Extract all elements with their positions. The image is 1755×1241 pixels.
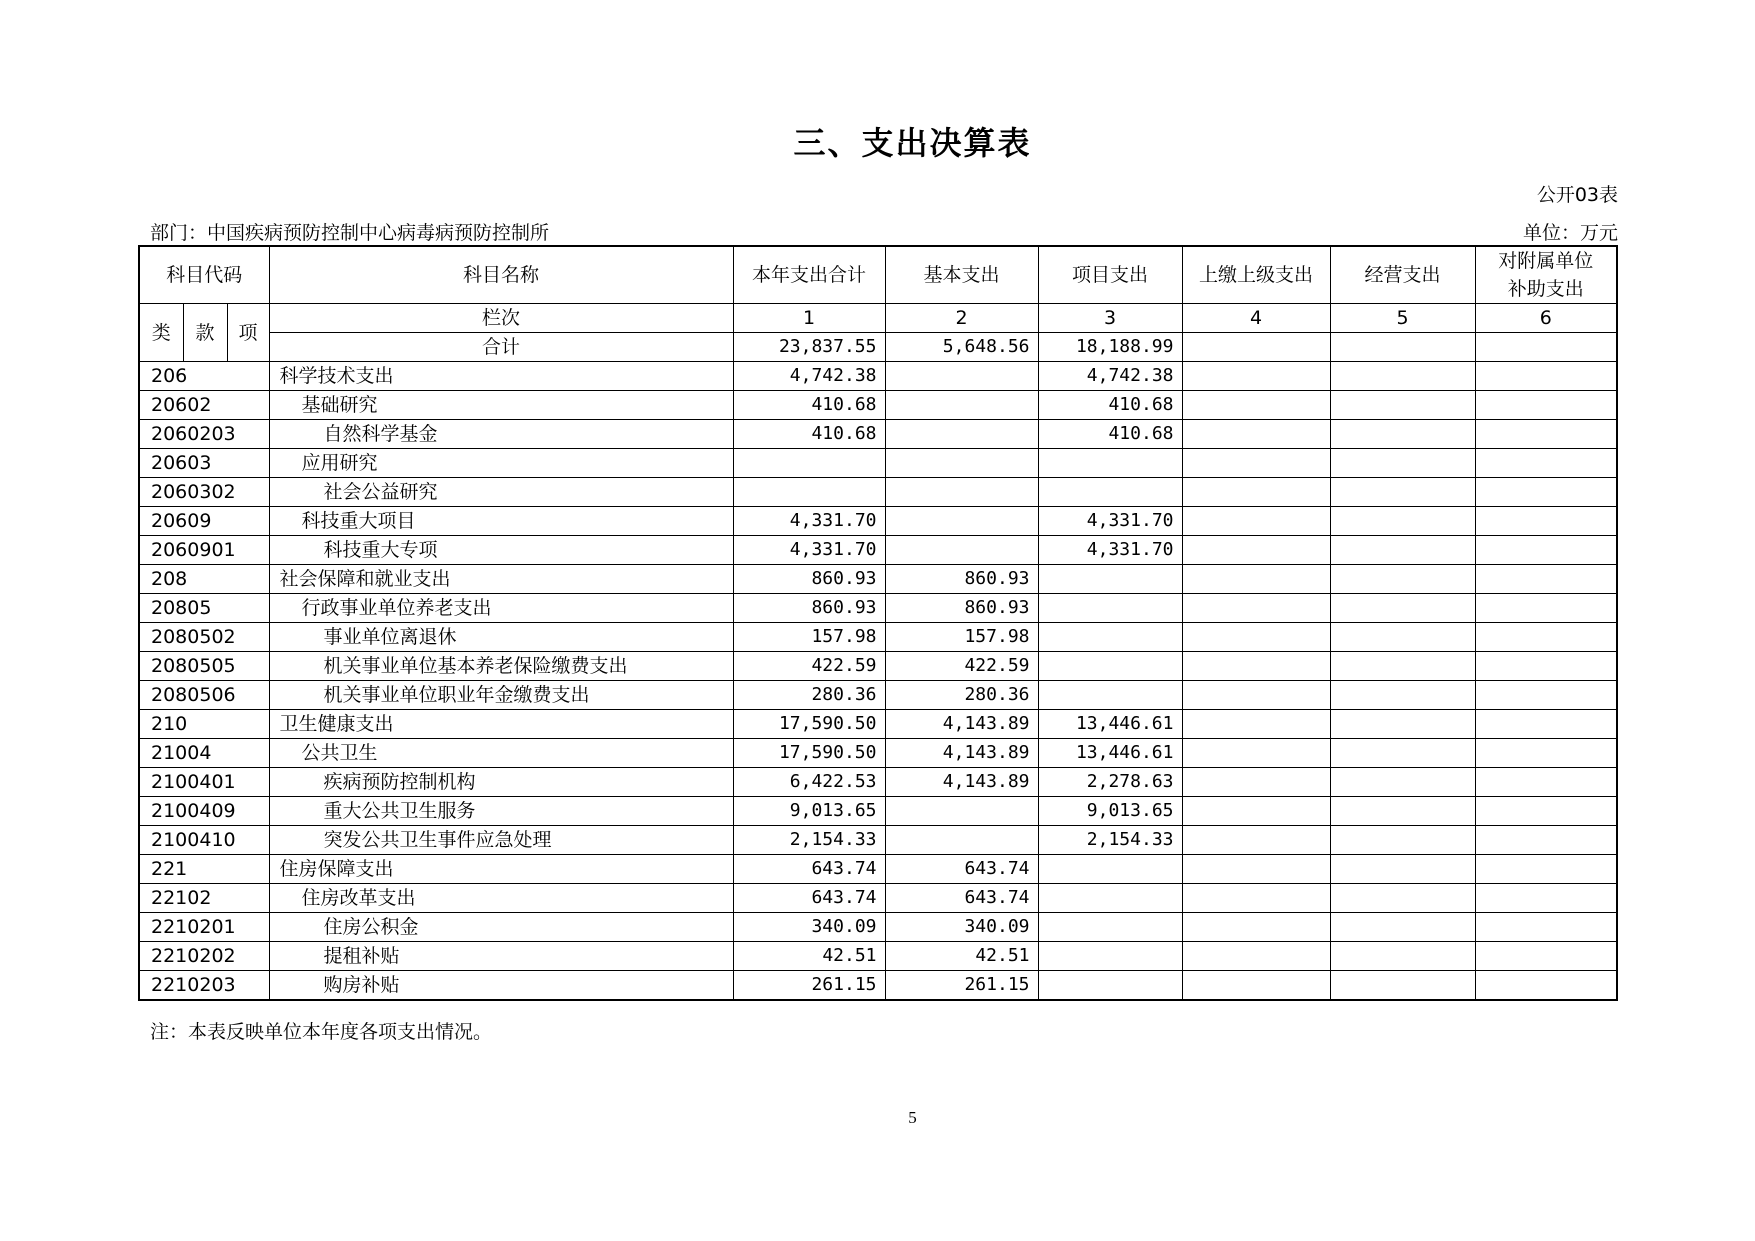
page-title: 三、支出决算表 xyxy=(793,124,1032,162)
row-project xyxy=(1038,594,1182,623)
row-code: 2060901 xyxy=(139,536,269,565)
row-subsidy xyxy=(1475,449,1617,478)
row-basic xyxy=(885,449,1038,478)
col-number-1: 1 xyxy=(733,304,885,333)
header-subsidy-line1: 对附属单位 xyxy=(1498,250,1594,272)
table-row xyxy=(139,478,1617,507)
row-basic xyxy=(885,478,1038,507)
row-subsidy xyxy=(1475,681,1617,710)
row-upper xyxy=(1182,536,1330,565)
row-basic: 860.93 xyxy=(885,565,1038,594)
row-project xyxy=(1038,855,1182,884)
row-name: 应用研究 xyxy=(269,449,733,478)
row-subsidy xyxy=(1475,536,1617,565)
row-project: 2,154.33 xyxy=(1038,826,1182,855)
row-name: 事业单位离退休 xyxy=(269,623,733,652)
col-number-2: 2 xyxy=(885,304,1038,333)
table-row xyxy=(139,391,1617,420)
row-total xyxy=(733,449,885,478)
header-subsidy-line2: 补助支出 xyxy=(1507,278,1584,300)
row-code: 2060203 xyxy=(139,420,269,449)
row-code: 20609 xyxy=(139,507,269,536)
row-project: 4,331.70 xyxy=(1038,507,1182,536)
table-row xyxy=(139,768,1617,797)
row-upper xyxy=(1182,710,1330,739)
row-total: 2,154.33 xyxy=(733,826,885,855)
row-code: 2100409 xyxy=(139,797,269,826)
row-code: 206 xyxy=(139,362,269,391)
row-total: 422.59 xyxy=(733,652,885,681)
row-subsidy xyxy=(1475,884,1617,913)
header-total: 本年支出合计 xyxy=(733,246,885,304)
row-total xyxy=(733,478,885,507)
row-subsidy xyxy=(1475,652,1617,681)
row-code: 22102 xyxy=(139,884,269,913)
department-label: 部门：中国疾病预防控制中心病毒病预防控制所 xyxy=(150,222,550,244)
table-row xyxy=(139,884,1617,913)
row-upper xyxy=(1182,623,1330,652)
row-basic: 643.74 xyxy=(885,855,1038,884)
row-business xyxy=(1330,536,1475,565)
row-business xyxy=(1330,913,1475,942)
table-row xyxy=(139,710,1617,739)
row-basic: 157.98 xyxy=(885,623,1038,652)
row-basic xyxy=(885,797,1038,826)
row-total: 261.15 xyxy=(733,971,885,1001)
row-basic xyxy=(885,362,1038,391)
header-lanci: 栏次 xyxy=(269,304,733,333)
row-total: 643.74 xyxy=(733,884,885,913)
unit-label: 单位：万元 xyxy=(1522,222,1618,244)
total-value: 23,837.55 xyxy=(733,333,885,362)
row-code: 2100401 xyxy=(139,768,269,797)
row-code: 2080502 xyxy=(139,623,269,652)
row-subsidy xyxy=(1475,507,1617,536)
table-row xyxy=(139,826,1617,855)
table-row xyxy=(139,420,1617,449)
row-project: 410.68 xyxy=(1038,420,1182,449)
table-row xyxy=(139,449,1617,478)
table-row xyxy=(139,739,1617,768)
row-total: 410.68 xyxy=(733,391,885,420)
row-name: 购房补贴 xyxy=(269,971,733,1001)
row-project xyxy=(1038,623,1182,652)
row-name: 基础研究 xyxy=(269,391,733,420)
row-upper xyxy=(1182,594,1330,623)
row-upper xyxy=(1182,971,1330,1001)
row-business xyxy=(1330,594,1475,623)
row-total: 340.09 xyxy=(733,913,885,942)
row-basic: 4,143.89 xyxy=(885,710,1038,739)
row-subsidy xyxy=(1475,565,1617,594)
row-subsidy xyxy=(1475,391,1617,420)
row-basic: 643.74 xyxy=(885,884,1038,913)
table-row xyxy=(139,536,1617,565)
row-upper xyxy=(1182,942,1330,971)
row-project xyxy=(1038,565,1182,594)
row-code: 2210203 xyxy=(139,971,269,1001)
row-basic: 422.59 xyxy=(885,652,1038,681)
row-business xyxy=(1330,884,1475,913)
row-total: 643.74 xyxy=(733,855,885,884)
row-project xyxy=(1038,478,1182,507)
row-name: 重大公共卫生服务 xyxy=(269,797,733,826)
row-business xyxy=(1330,826,1475,855)
table-row xyxy=(139,623,1617,652)
row-business xyxy=(1330,797,1475,826)
row-business xyxy=(1330,420,1475,449)
header-code: 科目代码 xyxy=(139,246,269,304)
row-subsidy xyxy=(1475,942,1617,971)
table-row xyxy=(139,565,1617,594)
row-business xyxy=(1330,449,1475,478)
row-subsidy xyxy=(1475,594,1617,623)
row-total: 410.68 xyxy=(733,420,885,449)
row-total: 860.93 xyxy=(733,594,885,623)
row-total: 860.93 xyxy=(733,565,885,594)
row-upper xyxy=(1182,768,1330,797)
row-business xyxy=(1330,507,1475,536)
row-upper xyxy=(1182,884,1330,913)
table-row xyxy=(139,971,1617,1001)
row-business xyxy=(1330,710,1475,739)
row-code: 2060302 xyxy=(139,478,269,507)
row-business xyxy=(1330,768,1475,797)
row-subsidy xyxy=(1475,797,1617,826)
table-row xyxy=(139,652,1617,681)
row-name: 疾病预防控制机构 xyxy=(269,768,733,797)
row-name: 住房改革支出 xyxy=(269,884,733,913)
total-subsidy xyxy=(1475,333,1617,362)
row-total: 17,590.50 xyxy=(733,710,885,739)
row-basic: 42.51 xyxy=(885,942,1038,971)
header-project: 项目支出 xyxy=(1038,246,1182,304)
row-subsidy xyxy=(1475,420,1617,449)
row-name: 机关事业单位职业年金缴费支出 xyxy=(269,681,733,710)
row-name: 提租补贴 xyxy=(269,942,733,971)
row-subsidy xyxy=(1475,855,1617,884)
row-project xyxy=(1038,942,1182,971)
expenditure-table xyxy=(138,245,1618,1001)
header-lei: 类 xyxy=(139,304,183,362)
row-project: 9,013.65 xyxy=(1038,797,1182,826)
row-business xyxy=(1330,478,1475,507)
header-subsidy xyxy=(1475,246,1617,304)
row-name: 科学技术支出 xyxy=(269,362,733,391)
row-code: 210 xyxy=(139,710,269,739)
table-row xyxy=(139,797,1617,826)
table-row xyxy=(139,362,1617,391)
total-label: 合计 xyxy=(269,333,733,362)
row-upper xyxy=(1182,507,1330,536)
row-code: 2210201 xyxy=(139,913,269,942)
row-code: 20603 xyxy=(139,449,269,478)
row-business xyxy=(1330,942,1475,971)
row-total: 42.51 xyxy=(733,942,885,971)
row-project xyxy=(1038,652,1182,681)
row-total: 17,590.50 xyxy=(733,739,885,768)
row-project: 13,446.61 xyxy=(1038,710,1182,739)
row-upper xyxy=(1182,855,1330,884)
row-name: 社会保障和就业支出 xyxy=(269,565,733,594)
row-subsidy xyxy=(1475,710,1617,739)
row-name: 住房公积金 xyxy=(269,913,733,942)
row-project xyxy=(1038,449,1182,478)
row-name: 社会公益研究 xyxy=(269,478,733,507)
header-kuan: 款 xyxy=(183,304,227,362)
row-basic xyxy=(885,536,1038,565)
row-project: 4,331.70 xyxy=(1038,536,1182,565)
table-row xyxy=(139,507,1617,536)
row-name: 科技重大项目 xyxy=(269,507,733,536)
row-code: 21004 xyxy=(139,739,269,768)
total-upper xyxy=(1182,333,1330,362)
row-name: 卫生健康支出 xyxy=(269,710,733,739)
row-upper xyxy=(1182,739,1330,768)
row-basic: 261.15 xyxy=(885,971,1038,1001)
row-business xyxy=(1330,565,1475,594)
header-basic: 基本支出 xyxy=(885,246,1038,304)
row-business xyxy=(1330,855,1475,884)
row-business xyxy=(1330,681,1475,710)
table-row xyxy=(139,594,1617,623)
row-project xyxy=(1038,681,1182,710)
row-project: 410.68 xyxy=(1038,391,1182,420)
row-code: 20602 xyxy=(139,391,269,420)
row-code: 2100410 xyxy=(139,826,269,855)
row-subsidy xyxy=(1475,768,1617,797)
row-project xyxy=(1038,971,1182,1001)
table-row xyxy=(139,913,1617,942)
footnote: 注：本表反映单位本年度各项支出情况。 xyxy=(150,1021,493,1043)
row-subsidy xyxy=(1475,478,1617,507)
table-row xyxy=(139,681,1617,710)
total-basic: 5,648.56 xyxy=(885,333,1038,362)
row-basic: 340.09 xyxy=(885,913,1038,942)
page-number: 5 xyxy=(908,1108,917,1127)
col-number-4: 4 xyxy=(1182,304,1330,333)
row-subsidy xyxy=(1475,623,1617,652)
row-upper xyxy=(1182,449,1330,478)
row-project xyxy=(1038,884,1182,913)
row-total: 280.36 xyxy=(733,681,885,710)
row-code: 2210202 xyxy=(139,942,269,971)
row-basic: 280.36 xyxy=(885,681,1038,710)
row-business xyxy=(1330,623,1475,652)
row-upper xyxy=(1182,913,1330,942)
row-basic xyxy=(885,826,1038,855)
row-project: 2,278.63 xyxy=(1038,768,1182,797)
header-name: 科目名称 xyxy=(269,246,733,304)
row-code: 2080505 xyxy=(139,652,269,681)
header-business: 经营支出 xyxy=(1330,246,1475,304)
col-number-3: 3 xyxy=(1038,304,1182,333)
row-name: 机关事业单位基本养老保险缴费支出 xyxy=(269,652,733,681)
row-business xyxy=(1330,739,1475,768)
row-project xyxy=(1038,913,1182,942)
row-subsidy xyxy=(1475,739,1617,768)
row-upper xyxy=(1182,652,1330,681)
row-basic xyxy=(885,420,1038,449)
row-name: 公共卫生 xyxy=(269,739,733,768)
row-business xyxy=(1330,391,1475,420)
row-name: 自然科学基金 xyxy=(269,420,733,449)
row-upper xyxy=(1182,362,1330,391)
row-basic: 860.93 xyxy=(885,594,1038,623)
total-row xyxy=(139,333,1617,362)
row-upper xyxy=(1182,797,1330,826)
row-project: 13,446.61 xyxy=(1038,739,1182,768)
row-project: 4,742.38 xyxy=(1038,362,1182,391)
row-subsidy xyxy=(1475,913,1617,942)
header-xiang: 项 xyxy=(227,304,269,362)
row-name: 科技重大专项 xyxy=(269,536,733,565)
row-business xyxy=(1330,971,1475,1001)
row-total: 9,013.65 xyxy=(733,797,885,826)
row-code: 2080506 xyxy=(139,681,269,710)
row-upper xyxy=(1182,565,1330,594)
col-number-5: 5 xyxy=(1330,304,1475,333)
header-upper: 上缴上级支出 xyxy=(1182,246,1330,304)
total-business xyxy=(1330,333,1475,362)
row-upper xyxy=(1182,826,1330,855)
total-project: 18,188.99 xyxy=(1038,333,1182,362)
row-upper xyxy=(1182,420,1330,449)
row-upper xyxy=(1182,478,1330,507)
row-subsidy xyxy=(1475,971,1617,1001)
row-code: 221 xyxy=(139,855,269,884)
table-body xyxy=(139,362,1617,1001)
table-row xyxy=(139,855,1617,884)
row-upper xyxy=(1182,391,1330,420)
row-basic xyxy=(885,507,1038,536)
row-code: 20805 xyxy=(139,594,269,623)
row-business xyxy=(1330,362,1475,391)
row-code: 208 xyxy=(139,565,269,594)
row-basic xyxy=(885,391,1038,420)
row-name: 突发公共卫生事件应急处理 xyxy=(269,826,733,855)
row-subsidy xyxy=(1475,826,1617,855)
row-basic: 4,143.89 xyxy=(885,739,1038,768)
table-row xyxy=(139,942,1617,971)
table-number: 公开03表 xyxy=(1536,184,1618,206)
row-basic: 4,143.89 xyxy=(885,768,1038,797)
row-name: 行政事业单位养老支出 xyxy=(269,594,733,623)
row-upper xyxy=(1182,681,1330,710)
row-total: 4,742.38 xyxy=(733,362,885,391)
row-total: 4,331.70 xyxy=(733,507,885,536)
col-number-6: 6 xyxy=(1475,304,1617,333)
row-subsidy xyxy=(1475,362,1617,391)
row-total: 157.98 xyxy=(733,623,885,652)
row-name: 住房保障支出 xyxy=(269,855,733,884)
row-total: 6,422.53 xyxy=(733,768,885,797)
row-total: 4,331.70 xyxy=(733,536,885,565)
row-business xyxy=(1330,652,1475,681)
